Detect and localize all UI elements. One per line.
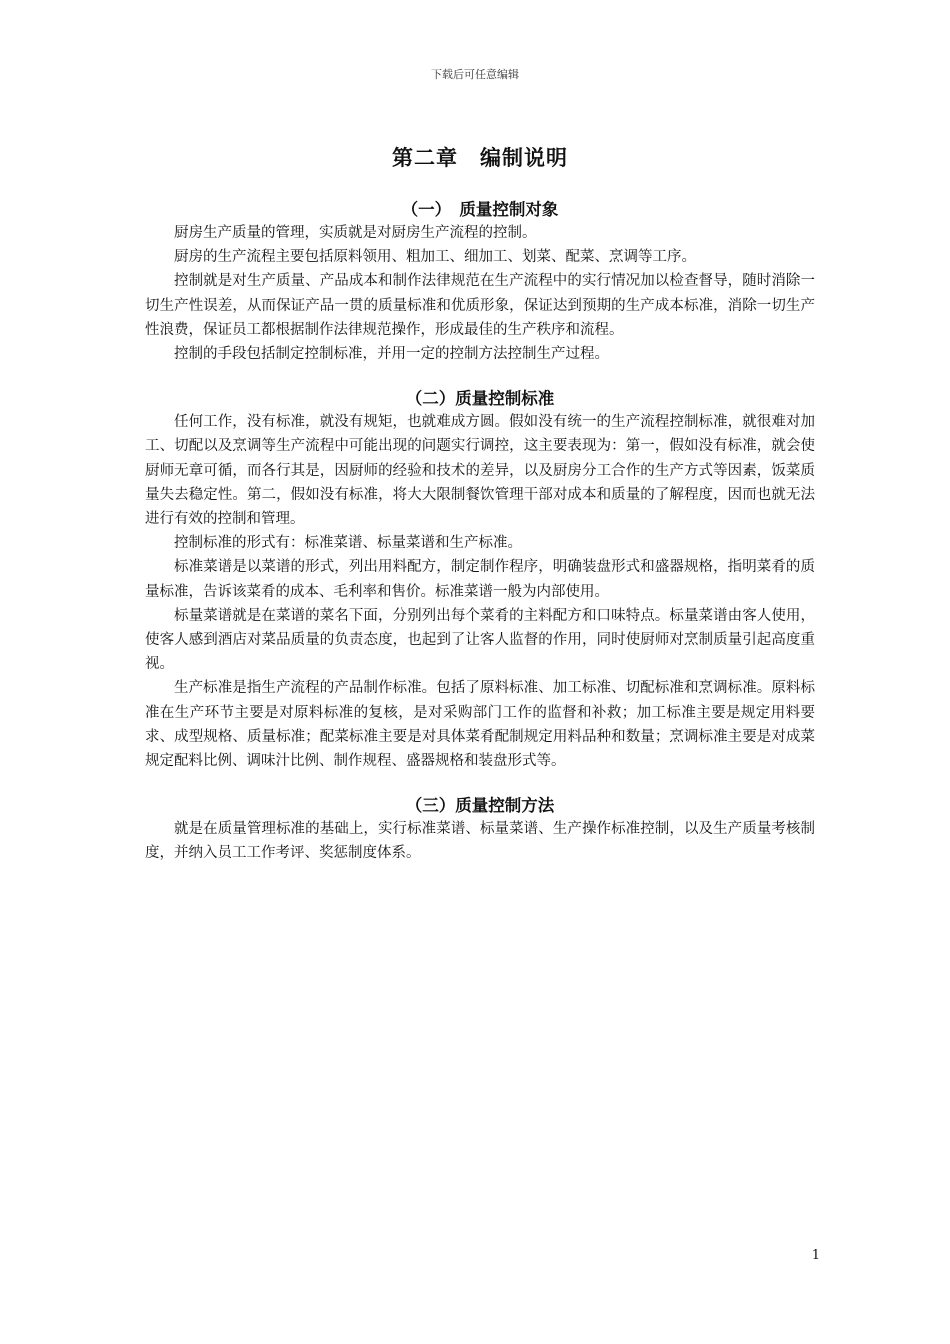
document-body xyxy=(145,142,815,866)
chapter-title: 第二章 编制说明 xyxy=(392,146,568,170)
paragraph: 标量菜谱就是在菜谱的菜名下面，分别列出每个菜肴的主料配方和口味特点。标量菜谱由客人使用，使客人感到酒店对菜品质量的负责态度，也起到了让客人监督的作用，同时使厨师对烹制质量引起高度重视。 xyxy=(145,607,815,673)
section-title: （三）质量控制方法 xyxy=(405,796,555,816)
paragraph: 标准菜谱是以菜谱的形式，列出用料配方，制定制作程序，明确装盘形式和盛器规格，指明菜肴的质量标准，告诉该菜肴的成本、毛利率和售价。标准菜谱一般为内部使用。 xyxy=(145,559,815,600)
page-header: 下载后可任意编辑 xyxy=(431,68,519,81)
section-1 xyxy=(145,198,815,366)
section-2 xyxy=(145,387,815,773)
paragraph: 控制标准的形式有：标准菜谱、标量菜谱和生产标准。 xyxy=(174,535,522,552)
page-number: 1 xyxy=(811,1248,820,1263)
paragraph: 就是在质量管理标准的基础上，实行标准菜谱、标量菜谱、生产操作标准控制，以及生产质量考核制度，并纳入员工工作考评、奖惩制度体系。 xyxy=(145,821,815,862)
paragraph: 厨房生产质量的管理，实质就是对厨房生产流程的控制。 xyxy=(174,225,537,241)
paragraph: 任何工作，没有标准，就没有规矩，也就难成方圆。假如没有统一的生产流程控制标准，就很难对加工、切配以及烹调等生产流程中可能出现的问题实行调控，这主要表现为：第一，假如没有标准，就会使厨师无章可循，而各行其是，因厨师的经验和技术的差异，以及厨房分工合作的生产方式等因素，饭菜质量失去稳定性。第二，假如没有标准，将大大限制餐饮管理干部对成本和质量的了解程度，因而也就无法进行有效的控制和管理。 xyxy=(145,414,815,528)
paragraph: 控制的手段包括制定控制标准，并用一定的控制方法控制生产过程。 xyxy=(174,346,609,363)
paragraph: 厨房的生产流程主要包括原料领用、粗加工、细加工、划菜、配菜、烹调等工序。 xyxy=(174,249,696,266)
section-title: （一） 质量控制对象 xyxy=(401,200,559,219)
paragraph: 生产标准是指生产流程的产品制作标准。包括了原料标准、加工标准、切配标准和烹调标准。原料标准在生产环节主要是对原料标准的复核，是对采购部门工作的监督和补救；加工标准主要是规定用料要求、成型规格、质量标准；配菜标准主要是对具体菜肴配制规定用料品种和数量；烹调标准主要是对成菜规定配料比例、调味汁比例、制作规程、盛器规格和装盘形式等。 xyxy=(145,680,815,770)
section-3 xyxy=(145,794,815,865)
paragraph: 控制就是对生产质量、产品成本和制作法律规范在生产流程中的实行情况加以检查督导，随时消除一切生产性误差，从而保证产品一贯的质量标准和优质形象，保证达到预期的生产成本标准，消除一切生产性浪费，保证员工都根据制作法律规范操作，形成最佳的生产秩序和流程。 xyxy=(145,273,815,338)
section-title: （二）质量控制标准 xyxy=(405,389,555,409)
